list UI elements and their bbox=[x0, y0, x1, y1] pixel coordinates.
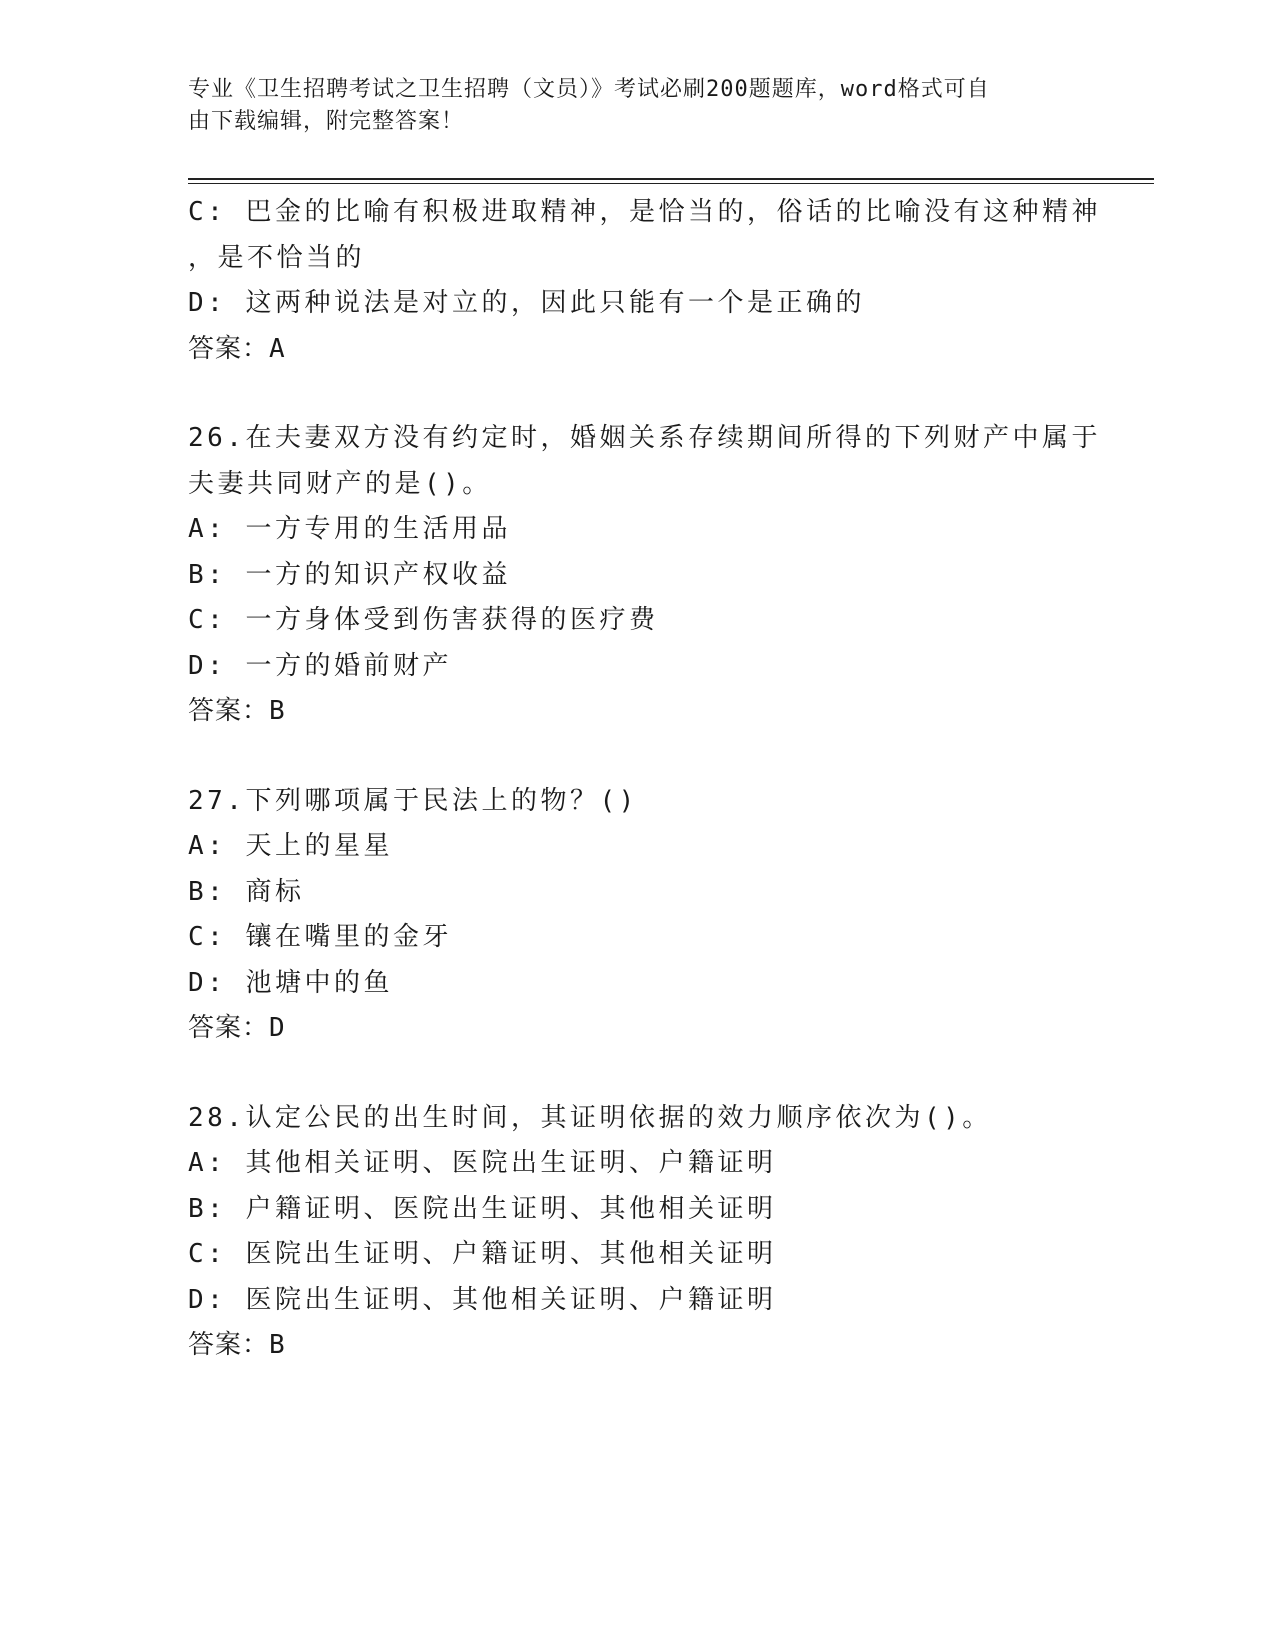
answer-line: 答案：D bbox=[188, 1013, 286, 1043]
option-a: A: 其他相关证明、医院出生证明、户籍证明 bbox=[188, 1148, 777, 1178]
question-stem: 28.认定公民的出生时间，其证明依据的效力顺序依次为()。 bbox=[188, 1102, 992, 1133]
question-27 bbox=[188, 779, 1088, 1052]
document-header bbox=[188, 74, 1088, 138]
option-b: B: 商标 bbox=[188, 876, 305, 907]
option-d: D: 医院出生证明、其他相关证明、户籍证明 bbox=[188, 1284, 777, 1315]
question-26 bbox=[188, 416, 1101, 735]
option-c: C: 一方身体受到伤害获得的医疗费 bbox=[188, 605, 659, 635]
option-c: C: 医院出生证明、户籍证明、其他相关证明 bbox=[188, 1239, 777, 1269]
header-line-2: 由下载编辑，附完整答案！ bbox=[188, 109, 465, 134]
question-28 bbox=[188, 1096, 1088, 1369]
previous-question-tail bbox=[188, 190, 1101, 372]
option-d: D: 这两种说法是对立的，因此只能有一个是正确的 bbox=[188, 288, 865, 318]
header-line-1: 专业《卫生招聘考试之卫生招聘（文员）》考试必刷200题题库，word格式可自 bbox=[188, 77, 990, 102]
option-c: C: 巴金的比喻有积极进取精神，是恰当的，俗话的比喻没有这种精神 bbox=[188, 197, 1101, 227]
option-d: D: 池塘中的鱼 bbox=[188, 967, 393, 998]
option-a: A: 天上的星星 bbox=[188, 831, 393, 861]
option-b: B: 一方的知识产权收益 bbox=[188, 559, 511, 590]
question-content bbox=[188, 190, 1101, 1369]
option-a: A: 一方专用的生活用品 bbox=[188, 514, 511, 544]
question-stem: 26.在夫妻双方没有约定时，婚姻关系存续期间所得的下列财产中属于 bbox=[188, 423, 1101, 453]
answer-line: 答案：B bbox=[188, 696, 286, 726]
question-stem: 27.下列哪项属于民法上的物？() bbox=[188, 785, 638, 816]
option-c-continued: ，是不恰当的 bbox=[188, 242, 366, 273]
answer-line: 答案：A bbox=[188, 333, 286, 364]
answer-line: 答案：B bbox=[188, 1330, 286, 1360]
option-d: D: 一方的婚前财产 bbox=[188, 650, 452, 681]
option-b: B: 户籍证明、医院出生证明、其他相关证明 bbox=[188, 1193, 777, 1224]
header-divider-thin bbox=[188, 183, 1154, 184]
header-divider-thick bbox=[188, 178, 1154, 180]
option-c: C: 镶在嘴里的金牙 bbox=[188, 922, 452, 952]
question-stem-continued: 夫妻共同财产的是()。 bbox=[188, 468, 492, 499]
